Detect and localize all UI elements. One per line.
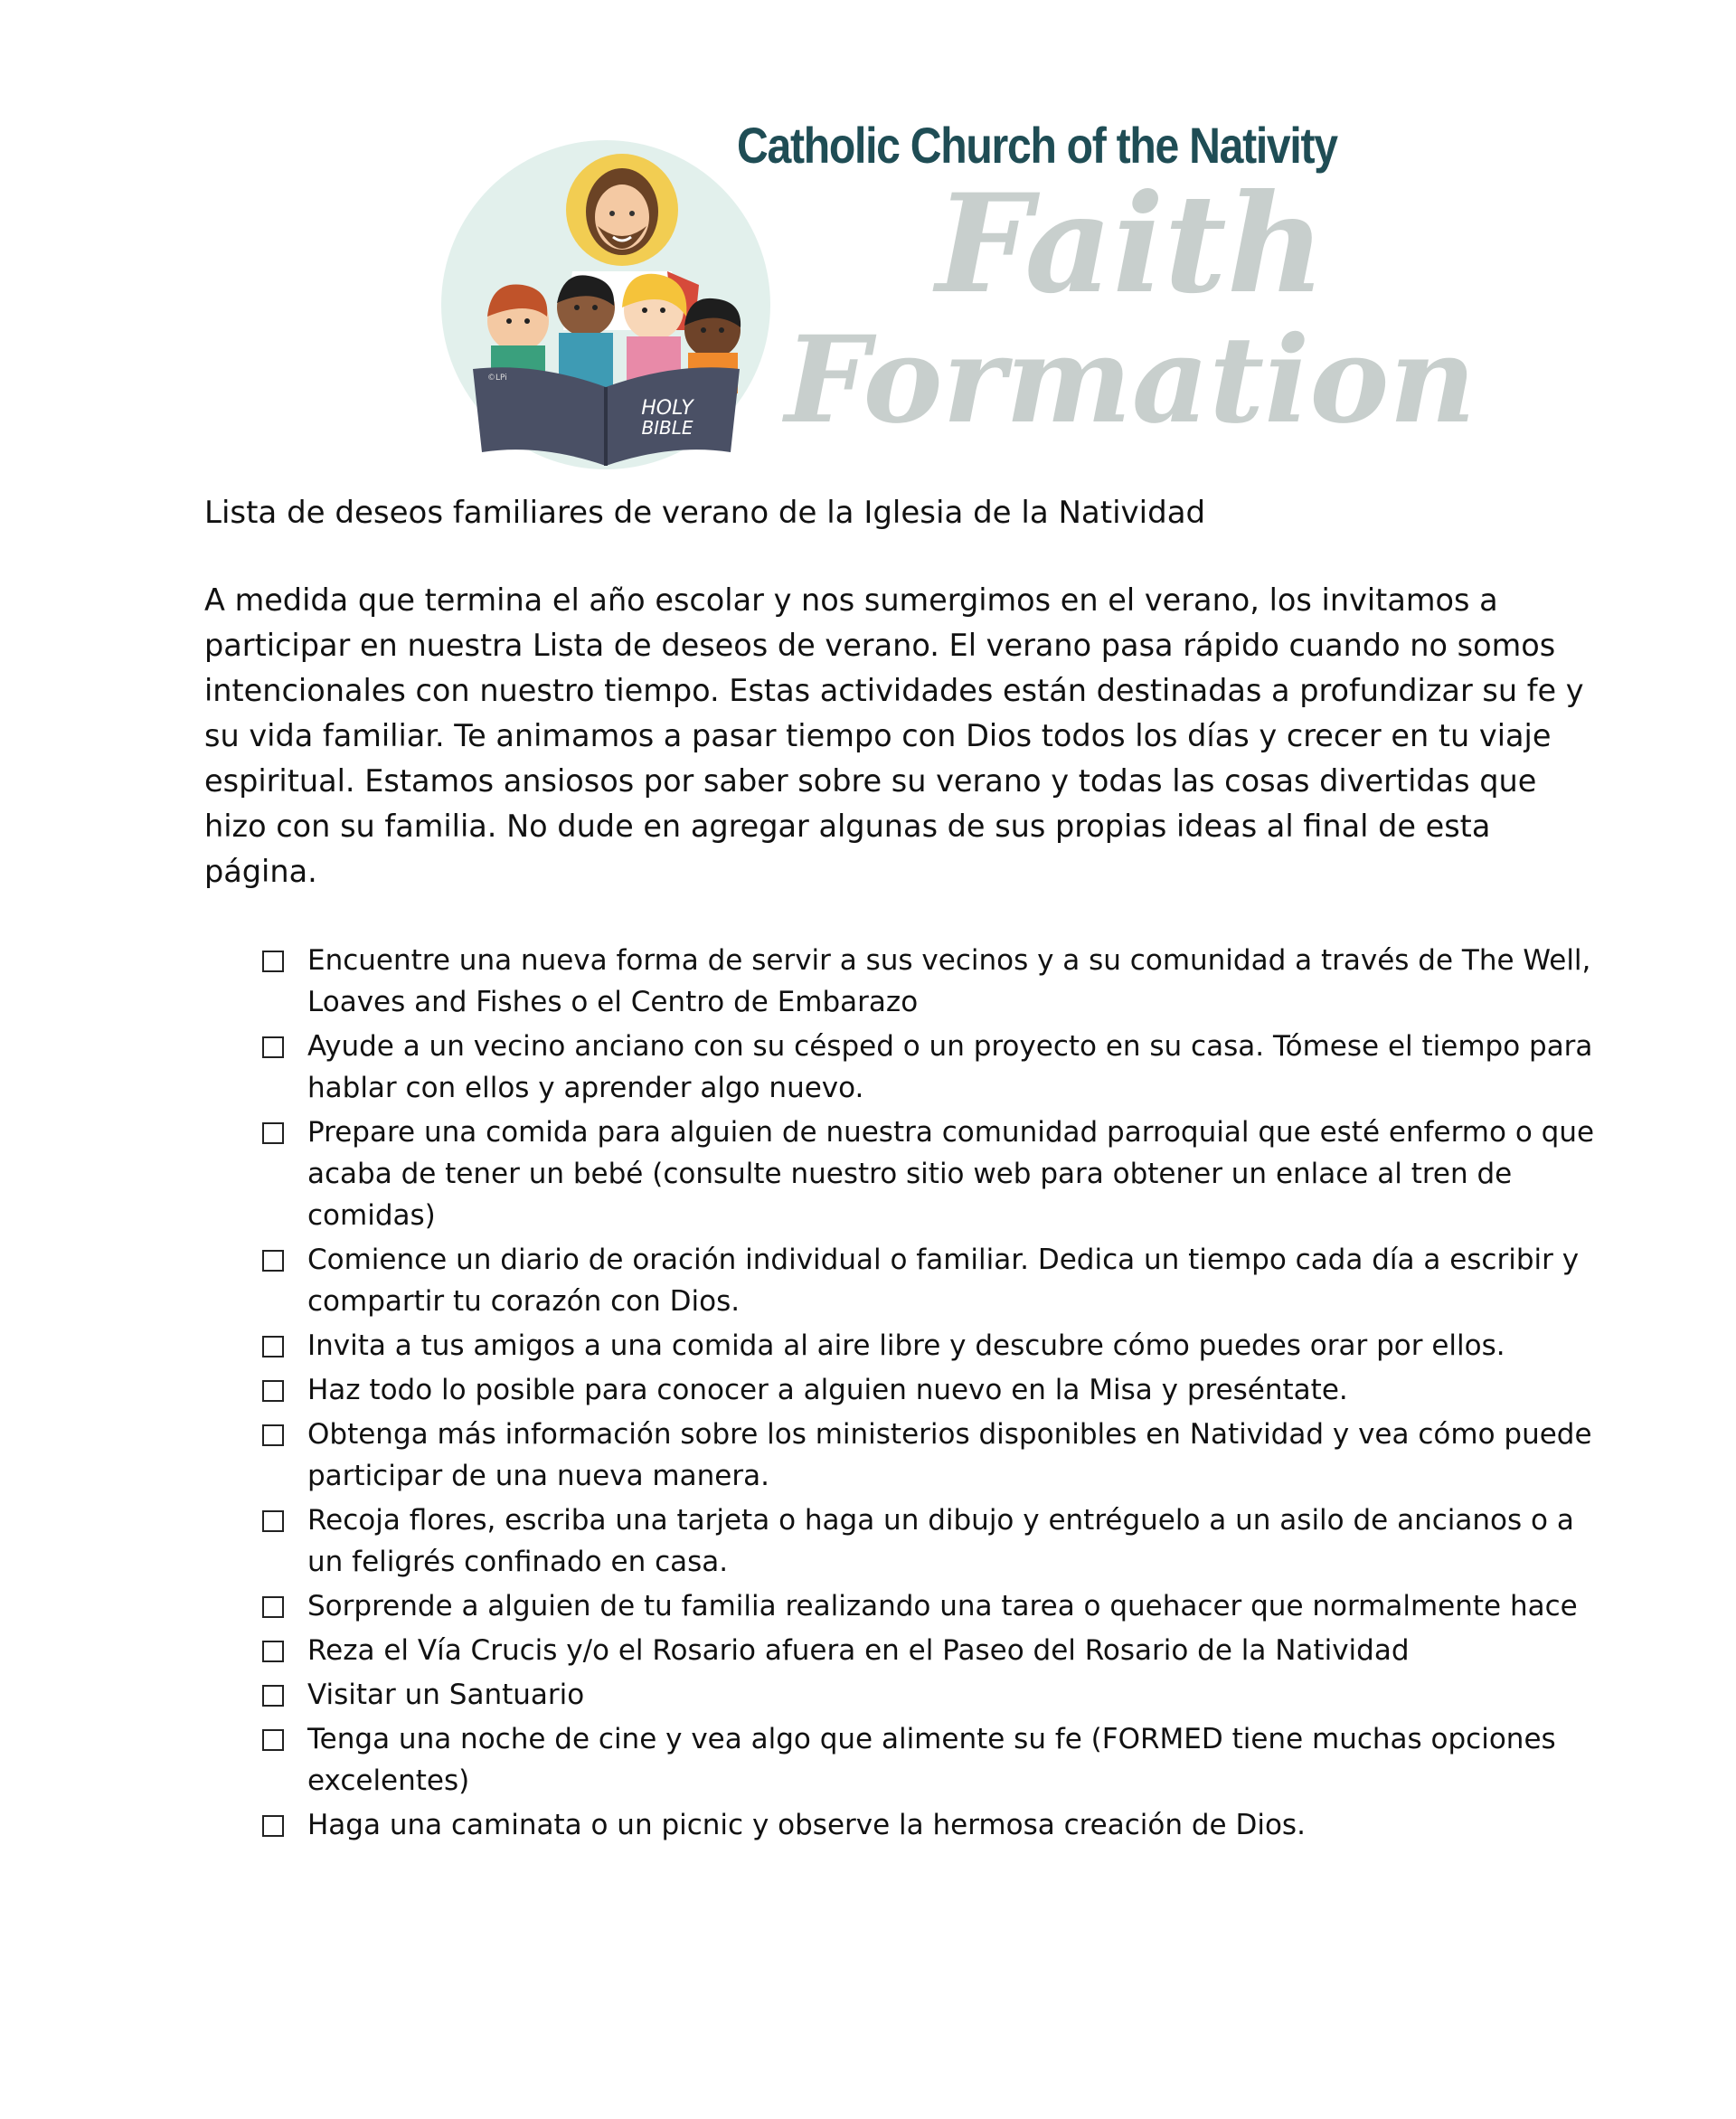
checklist-item [262, 1414, 1597, 1497]
checklist-item-text: Ayude a un vecino anciano con su césped o un proyecto en su casa. Tómese el tiempo para hablar con ellos y aprender algo nuevo. [307, 1030, 1593, 1105]
checklist-item-text: Sorprende a alguien de tu familia realizando una tarea o quehacer que normalmente hace [307, 1590, 1578, 1623]
checklist-item-text: Obtenga más información sobre los ministerios disponibles en Natividad y vea cómo puede participar de una nueva manera. [307, 1418, 1592, 1493]
checklist-item-text: Prepare una comida para alguien de nuestra comunidad parroquial que esté enfermo o que acaba de tener un bebé (consulte nuestro sitio web para obtener un enlace al tren de comidas) [307, 1116, 1595, 1233]
page-content [204, 493, 1597, 1849]
checklist-item [262, 1325, 1597, 1367]
checklist-item-text: Comience un diario de oración individual o familiar. Dedica un tiempo cada día a escribir y compartir tu corazón con Dios. [307, 1244, 1580, 1319]
faith-formation-logo [437, 136, 776, 475]
checklist-item-text: Visitar un Santuario [307, 1679, 585, 1712]
checkbox[interactable] [262, 1510, 284, 1532]
checklist-item [262, 1804, 1597, 1846]
intro-paragraph: A medida que termina el año escolar y nos sumergimos en el verano, los invitamos a participar en nuestra Lista de deseos de verano. El verano pasa rápido cuando no somos intencionales con nuestro tiempo. Estas actividades están destinadas a profundizar su fe y su vida familiar. Te animamos a pasar tiempo con Dios todos los días y crecer en tu viaje espiritual. Estamos ansiosos por saber sobre su verano y todas las cosas divertidas que hizo con su familia. No dude en agregar algunas de sus propias ideas al final de esta página. [204, 582, 1584, 890]
checklist-item-text: Haz todo lo posible para conocer a alguien nuevo en la Misa y preséntate. [307, 1374, 1348, 1407]
checkbox[interactable] [262, 1250, 284, 1272]
checklist-item [262, 1499, 1597, 1583]
checklist-item-text: Reza el Vía Crucis y/o el Rosario afuera en el Paseo del Rosario de la Natividad [307, 1634, 1410, 1668]
checklist-item-text: Haga una caminata o un picnic y observe la hermosa creación de Dios. [307, 1809, 1306, 1842]
checkbox[interactable] [262, 1424, 284, 1446]
checklist-item [262, 1026, 1597, 1109]
checkbox[interactable] [262, 1815, 284, 1837]
checkbox[interactable] [262, 1729, 284, 1751]
checklist-item-text: Encuentre una nueva forma de servir a sus vecinos y a su comunidad a través de The Well, Loaves and Fishes o el Centro de Embarazo [307, 944, 1591, 1019]
checkbox[interactable] [262, 1380, 284, 1402]
checkbox[interactable] [262, 1641, 284, 1662]
page-title: Lista de deseos familiares de verano de la Iglesia de la Natividad [204, 495, 1206, 531]
checklist-item [262, 1369, 1597, 1411]
checklist-item [262, 1718, 1597, 1802]
bible-text-1: HOLY [641, 397, 693, 420]
church-name: Catholic Church of the Nativity [737, 117, 1337, 174]
checkbox[interactable] [262, 1036, 284, 1058]
wish-checklist [204, 940, 1597, 1846]
copyright-mark: ©LPi [487, 374, 507, 383]
checklist-item [262, 940, 1597, 1023]
checkbox[interactable] [262, 1336, 284, 1357]
bible-text-2: BIBLE [641, 417, 693, 439]
checkbox[interactable] [262, 1596, 284, 1618]
logo-word-faith: Faith [936, 165, 1326, 324]
checklist-item [262, 1239, 1597, 1322]
checklist-item [262, 1674, 1597, 1716]
logo-word-formation: Formation [785, 310, 1477, 450]
checklist-item-text: Tenga una noche de cine y vea algo que alimente su fe (FORMED tiene muchas opciones excelentes) [307, 1723, 1556, 1798]
checkbox[interactable] [262, 951, 284, 972]
checklist-item-text: Recoja flores, escriba una tarjeta o haga un dibujo y entréguelo a un asilo de ancianos o a un feligrés confinado en casa. [307, 1504, 1574, 1579]
checklist-item [262, 1112, 1597, 1236]
checklist-item-text: Invita a tus amigos a una comida al aire libre y descubre cómo puedes orar por ellos. [307, 1329, 1505, 1363]
page-header [0, 0, 1736, 488]
checkbox[interactable] [262, 1685, 284, 1707]
checklist-item [262, 1630, 1597, 1671]
checkbox[interactable] [262, 1122, 284, 1144]
checklist-item [262, 1585, 1597, 1627]
